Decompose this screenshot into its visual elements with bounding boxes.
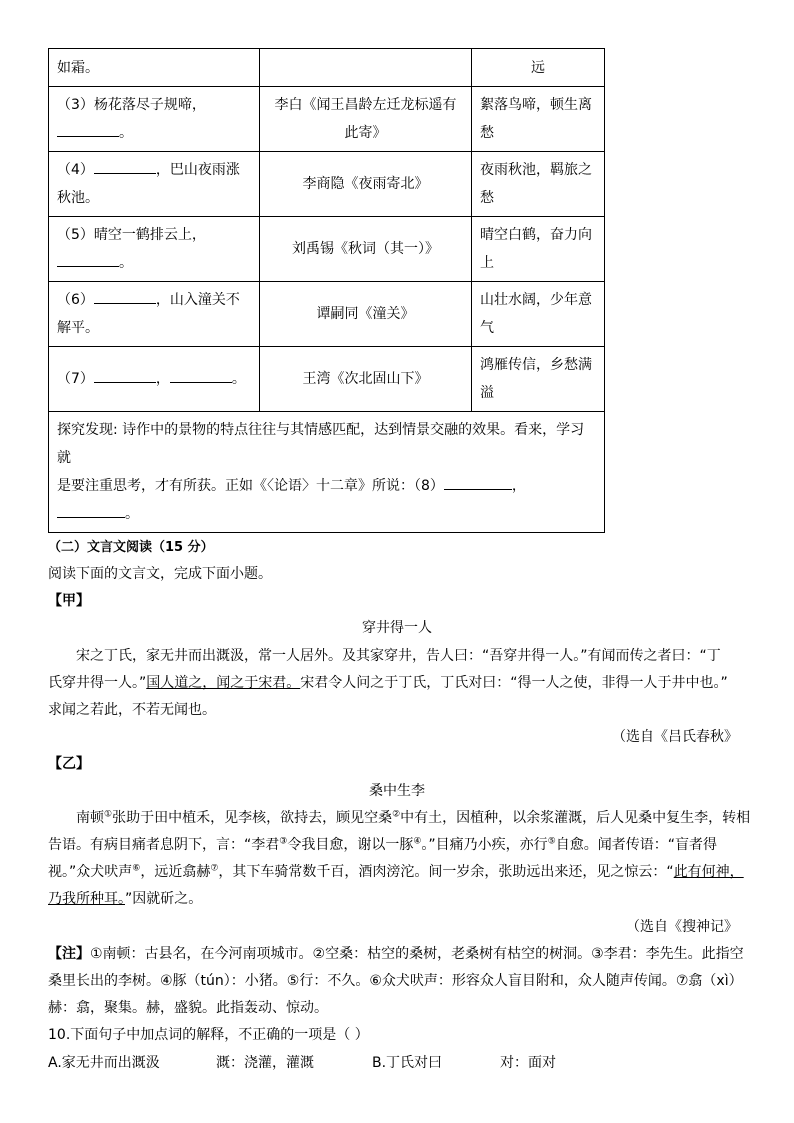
passage-source: （选自《搜神记》 bbox=[626, 919, 738, 935]
passage-title-jia: 穿井得一人 bbox=[362, 620, 432, 636]
text-span: 张助于田中植禾，见李核，欲持去，顾见空桑 bbox=[112, 810, 393, 826]
text-span: ，远近翕赫 bbox=[140, 864, 211, 880]
poem-line: ，山入潼关不 bbox=[155, 292, 240, 308]
text-span: 宋君令人问之于丁氏，丁氏对曰：“得一人之使，非得一人于井中也。” bbox=[300, 675, 728, 691]
passage-source: （选自《吕氏春秋》 bbox=[612, 729, 738, 745]
scene-emotion: 鸿雁传信，乡愁满溢 bbox=[472, 347, 605, 412]
answer-blank[interactable] bbox=[57, 501, 125, 518]
section-heading: （二）文言文阅读（15 分） bbox=[48, 540, 214, 555]
notes-line: 桑里长出的李树。④豚（tún）：小猪。⑤行：不久。⑥众犬吠声：形容众人盲目附和，众人随声传闻。⑦翕（xì） bbox=[48, 973, 743, 989]
instruction-text: 阅读下面的文言文，完成下面小题。 bbox=[48, 566, 272, 582]
text-span: 视。”众犬吠声 bbox=[48, 864, 133, 880]
table-cell bbox=[49, 87, 260, 152]
text-span: ，其下车骑常数千百，酒肉滂沱。间一岁余，张助远出来还，见之惊云：“ bbox=[218, 864, 674, 880]
poem-source: 李白《闻王昌龄左迁龙标遥有此寄》 bbox=[260, 87, 472, 152]
table-row bbox=[49, 347, 605, 412]
option-b-gloss: 对：面对 bbox=[500, 1055, 556, 1071]
text-span: 氏穿井得一人。” bbox=[48, 675, 147, 691]
table-cell bbox=[49, 152, 260, 217]
punctuation: 。 bbox=[119, 255, 133, 271]
notes-line: 赫：翕，聚集。赫，盛貌。此指轰动、惊动。 bbox=[48, 1000, 328, 1016]
scene-emotion: 晴空白鹤，奋力向上 bbox=[472, 217, 605, 282]
table-cell: 如霜。 bbox=[49, 49, 260, 87]
explore-text: 是要注重思考，才有所获。正如《〈论语〉十二章》所说：（8） bbox=[57, 478, 444, 494]
table-cell bbox=[49, 347, 260, 412]
poem-source: 刘禹锡《秋词（其一）》 bbox=[260, 217, 472, 282]
option-a-gloss: 溉：浇灌，灌溉 bbox=[216, 1055, 314, 1071]
note-marker: ⑥ bbox=[132, 863, 141, 874]
poem-line: （5）晴空一鹤排云上， bbox=[57, 227, 206, 243]
answer-blank[interactable] bbox=[444, 473, 512, 490]
underlined-sentence: 国人道之，闻之于宋君。 bbox=[146, 675, 301, 691]
explore-finding bbox=[49, 412, 605, 533]
punctuation: 。 bbox=[125, 506, 139, 522]
answer-blank[interactable] bbox=[94, 366, 156, 383]
text-span: 令我目愈，谢以一豚 bbox=[287, 837, 414, 853]
question-number: （6） bbox=[57, 292, 94, 308]
punctuation: 。 bbox=[231, 371, 246, 387]
table-row bbox=[49, 282, 605, 347]
text-span: 南顿 bbox=[76, 810, 104, 826]
poem-source: 谭嗣同《潼关》 bbox=[260, 282, 472, 347]
table-cell bbox=[49, 217, 260, 282]
note-marker: ① bbox=[104, 809, 113, 820]
explore-text: 探究发现: 诗作中的景物的特点往往与其情感匹配，达到情景交融的效果。看来，学习就 bbox=[57, 422, 585, 466]
poem-table bbox=[48, 48, 605, 533]
poem-line: （3）杨花落尽子规啼， bbox=[57, 97, 206, 113]
table-row bbox=[49, 87, 605, 152]
answer-blank[interactable] bbox=[57, 120, 119, 137]
table-cell: 远 bbox=[472, 49, 605, 87]
text-span: 。”目痛乃小疾，亦行 bbox=[421, 837, 548, 853]
notes-text: ①南顿：古县名，在今河南项城市。②空桑：枯空的桑树，老桑树有枯空的树洞。③李君：李先生。此指空 bbox=[90, 946, 744, 962]
poem-source: 王湾《次北固山下》 bbox=[260, 347, 472, 412]
answer-blank[interactable] bbox=[57, 250, 119, 267]
scene-emotion: 山壮水阔，少年意气 bbox=[472, 282, 605, 347]
question-number: （4） bbox=[57, 162, 94, 178]
scene-emotion: 夜雨秋池，羁旅之愁 bbox=[472, 152, 605, 217]
passage-title-yi: 桑中生李 bbox=[369, 783, 425, 799]
note-marker: ⑤ bbox=[547, 836, 556, 847]
poem-line: ，巴山夜雨涨 bbox=[155, 162, 240, 178]
answer-blank[interactable] bbox=[170, 366, 232, 383]
passage-text bbox=[48, 834, 717, 854]
text-span: 告语。有病目痛者息阴下，言：“李君 bbox=[48, 837, 280, 853]
table-row bbox=[49, 412, 605, 533]
answer-blank[interactable] bbox=[94, 287, 156, 304]
passage-text: 宋之丁氏，家无井而出溉汲，常一人居外。及其家穿井，告人曰：“吾穿井得一人。”有闻而传之者曰：“丁 bbox=[76, 648, 721, 664]
poem-line: 解平。 bbox=[57, 320, 99, 336]
passage-text bbox=[48, 672, 728, 692]
option-b: B.丁氏对曰 bbox=[372, 1055, 443, 1071]
poem-line: 秋池。 bbox=[57, 190, 99, 206]
underlined-sentence: 此有何神， bbox=[673, 864, 744, 880]
passage-label-yi: 【乙】 bbox=[48, 756, 90, 772]
table-row bbox=[49, 49, 605, 87]
passage-text bbox=[48, 888, 202, 908]
table-cell bbox=[49, 282, 260, 347]
note-marker: ⑦ bbox=[210, 863, 219, 874]
punctuation: 。 bbox=[119, 125, 133, 141]
table-row bbox=[49, 217, 605, 282]
note-marker: ③ bbox=[279, 836, 288, 847]
scene-emotion: 絮落鸟啼，顿生离愁 bbox=[472, 87, 605, 152]
text-span: 自愈。闻者传语：“盲者得 bbox=[555, 837, 718, 853]
passage-text bbox=[76, 807, 750, 827]
punctuation: ， bbox=[511, 478, 526, 494]
table-row bbox=[49, 152, 605, 217]
notes-line bbox=[48, 943, 744, 963]
option-a: A.家无井而出溉汲 bbox=[48, 1055, 160, 1071]
notes-label: 【注】 bbox=[48, 946, 90, 962]
passage-text bbox=[48, 861, 744, 881]
question-number: （7） bbox=[57, 371, 94, 387]
text-span: 中有土，因植种，以余浆灌溉，后人见桑中复生李，转相 bbox=[400, 810, 751, 826]
note-marker: ④ bbox=[413, 836, 422, 847]
passage-text: 求闻之若此，不若无闻也。 bbox=[48, 702, 216, 718]
passage-label-jia: 【甲】 bbox=[48, 593, 90, 609]
answer-blank[interactable] bbox=[94, 157, 156, 174]
table-cell bbox=[260, 49, 472, 87]
punctuation: ， bbox=[155, 371, 170, 387]
note-marker: ② bbox=[392, 809, 401, 820]
underlined-sentence: 乃我所种耳。 bbox=[48, 891, 125, 907]
poem-source: 李商隐《夜雨寄北》 bbox=[260, 152, 472, 217]
text-span: ”因就斫之。 bbox=[125, 891, 203, 907]
question-stem: 10.下面句子中加点词的解释，不正确的一项是（ ） bbox=[48, 1027, 369, 1043]
